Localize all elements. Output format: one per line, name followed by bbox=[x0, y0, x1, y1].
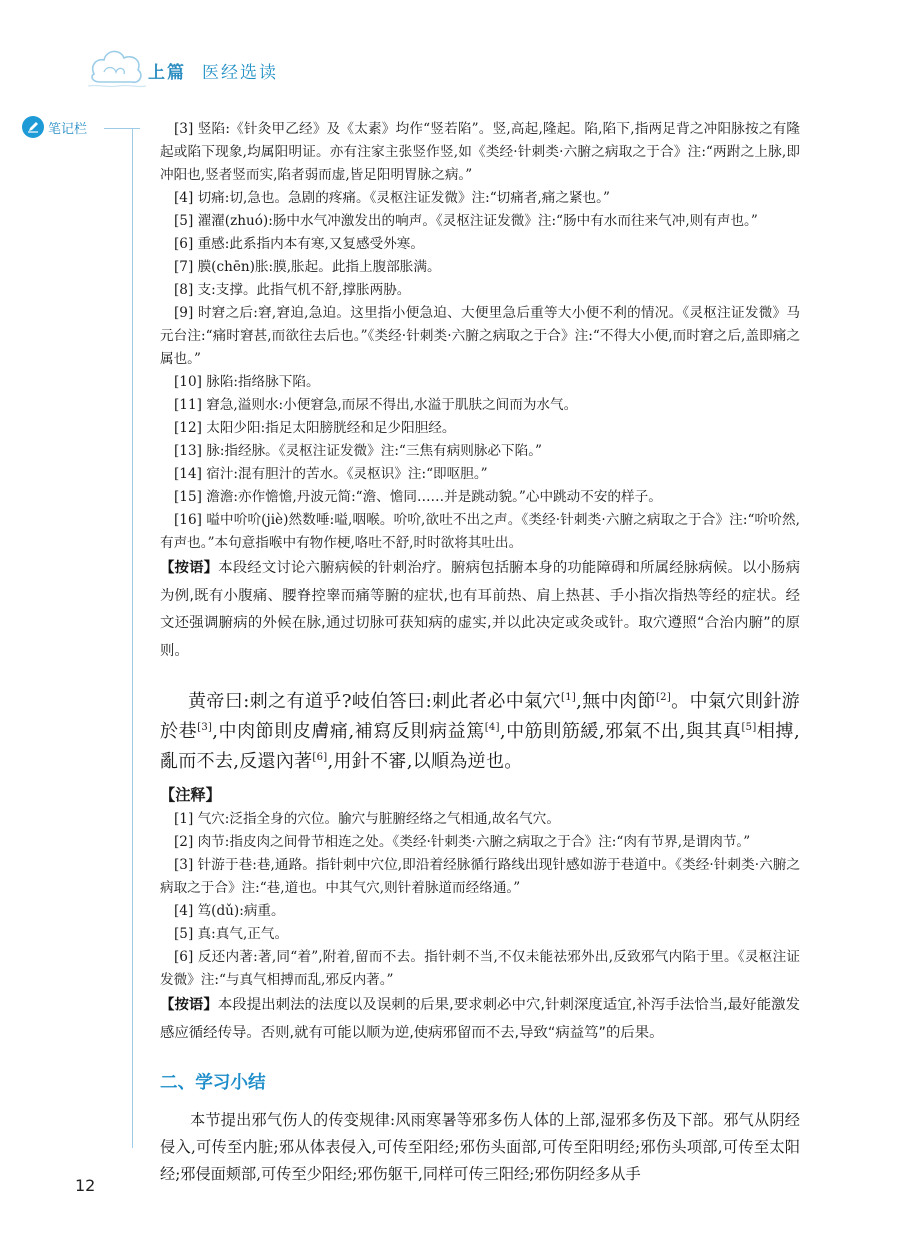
classic-segment: 。中氣穴則針游於巷 bbox=[160, 691, 800, 742]
margin-rule bbox=[132, 128, 133, 1148]
classic-segment: 黄帝曰:刺之有道乎?岐伯答曰:刺此者必中氣穴 bbox=[188, 691, 562, 712]
note-15: [15] 澹澹:亦作憺憺,丹波元简:“澹、憺同……并是跳动貌。”心中跳动不安的样子。 bbox=[174, 489, 662, 505]
footnote-marker: [3] bbox=[197, 722, 213, 733]
footnote-marker: [2] bbox=[655, 692, 672, 703]
note-14: [14] 宿汁:混有胆汁的苦水。《灵枢识》注:“即呕胆。” bbox=[174, 466, 488, 482]
page-header bbox=[0, 0, 900, 110]
classic-segment: ,中筋則筋緩,邪氣不出,與其真 bbox=[499, 721, 742, 742]
annotation-4: [4] 笃(dǔ):病重。 bbox=[174, 903, 285, 919]
note-10: [10] 脉陷:指络脉下陷。 bbox=[174, 374, 320, 390]
classic-segment: ,中肉節則皮膚痛,補寫反則病益篤 bbox=[212, 721, 485, 742]
annotation-1: [1] 气穴:泛指全身的穴位。腧穴与脏腑经络之气相通,故名气穴。 bbox=[174, 811, 560, 827]
footnote-marker: [5] bbox=[741, 722, 757, 733]
footnote-marker: [1] bbox=[561, 692, 577, 703]
classic-segment: 相搏,亂而不去,反還內著 bbox=[160, 721, 800, 772]
annotation-5: [5] 真:真气,正气。 bbox=[174, 926, 289, 942]
annotation-2: [2] 肉节:指皮肉之间骨节相连之处。《类经·针刺类·六腑之病取之于合》注:“肉有节界,是谓肉节。” bbox=[174, 834, 751, 850]
commentary-1 bbox=[160, 555, 800, 665]
note-7: [7] 膜(chēn)胀:膜,胀起。此指上腹部胀满。 bbox=[174, 259, 441, 275]
note-13: [13] 脉:指经脉。《灵枢注证发微》注:“三焦有病则脉必下陷。” bbox=[174, 443, 542, 459]
footnote-marker: [4] bbox=[484, 722, 500, 733]
classic-segment: ,用針不審,以順為逆也。 bbox=[327, 751, 523, 772]
note-6: [6] 重感:此系指内本有寒,又复感受外寒。 bbox=[174, 236, 424, 252]
note-3: [3] 竖陷:《针灸甲乙经》及《太素》均作“竖若陷”。竖,高起,隆起。陷,陷下,指两足背之冲阳脉按之有隆起或陷下现象,均属阳明证。亦有注家主张竖作竖,如《类经·针刺类·六腑之病取之于合》注:“两跗之上脉,即冲阳也,竖者竖而实,陷者弱而虚,皆足阳明胃脉之病。” bbox=[160, 121, 800, 183]
annotation-heading: 【注释】 bbox=[160, 786, 221, 804]
chapter-label: 医经选读 bbox=[202, 63, 278, 83]
footnote-marker: [6] bbox=[312, 752, 328, 763]
note-16: [16] 嗌中吤吤(jiè)然数唾:嗌,咽喉。吤吤,欲吐不出之声。《类经·针刺类·六腑之病取之于合》注:“吤吤然,有声也。”本句意指喉中有物作梗,咯吐不舒,时时欲将其吐出。 bbox=[160, 512, 800, 551]
summary-paragraph: 本节提出邪气伤人的传变规律:风雨寒暑等邪多伤人体的上部,湿邪多伤及下部。邪气从阴经侵入,可传至内脏;邪从体表侵入,可传至阳经;邪伤头面部,可传至阳明经;邪伤头项部,可传至太阳经;邪侵面颊部,可传至少阳经;邪伤躯干,同样可传三阳经;邪伤阴经多从手 bbox=[160, 1111, 800, 1183]
annotation-6: [6] 反还内著:著,同“着”,附着,留而不去。指针刺不当,不仅未能祛邪外出,反致邪气内陷于里。《灵枢注证发微》注:“与真气相搏而乱,邪反内著。” bbox=[160, 949, 800, 988]
notes-column-label: 笔记栏 bbox=[48, 121, 88, 137]
main-content bbox=[160, 118, 800, 1188]
classic-segment: ,無中肉節 bbox=[576, 691, 656, 712]
commentary-text: 本段提出刺法的法度以及误刺的后果,要求刺必中穴,针刺深度适宜,补泻手法恰当,最好能激发感应循经传导。否则,就有可能以顺为逆,使病邪留而不去,导致“病益笃”的后果。 bbox=[160, 997, 800, 1041]
section-heading: 二、学习小结 bbox=[160, 1073, 266, 1093]
note-9: [9] 时窘之后:窘,窘迫,急迫。这里指小便急迫、大便里急后重等大小便不利的情况。《灵枢注证发微》马元台注:“痛时窘甚,而欲往去后也。”《类经·针刺类·六腑之病取之于合》注:“不得大小便,而时窘之后,盖即痛之属也。” bbox=[160, 305, 800, 367]
note-8: [8] 支:支撑。此指气机不舒,撑胀两胁。 bbox=[174, 282, 411, 298]
note-11: [11] 窘急,溢则水:小便窘急,而尿不得出,水溢于肌肤之间而为水气。 bbox=[174, 397, 578, 413]
commentary-label: 【按语】 bbox=[160, 997, 218, 1013]
cloud-ornament-icon bbox=[88, 44, 146, 88]
part-label: 上篇 bbox=[148, 63, 186, 83]
page-number: 12 bbox=[75, 1176, 96, 1195]
note-5: [5] 濯濯(zhuó):肠中水气冲激发出的响声。《灵枢注证发微》注:“肠中有水而往来气冲,则有声也。” bbox=[174, 213, 758, 229]
note-12: [12] 太阳少阳:指足太阳膀胱经和足少阳胆经。 bbox=[174, 420, 456, 436]
header-title bbox=[148, 58, 278, 83]
notes-rule bbox=[22, 128, 140, 129]
commentary-label: 【按语】 bbox=[160, 560, 219, 576]
pencil-note-icon bbox=[22, 116, 44, 138]
commentary-2 bbox=[160, 992, 800, 1047]
classic-text bbox=[160, 687, 800, 777]
annotation-3: [3] 针游于巷:巷,通路。指针刺中穴位,即沿着经脉循行路线出现针感如游于巷道中。《类经·针刺类·六腑之病取之于合》注:“巷,道也。中其气穴,则针着脉道而经络通。” bbox=[160, 857, 800, 896]
commentary-text: 本段经文讨论六腑病候的针刺治疗。腑病包括腑本身的功能障碍和所属经脉病候。以小肠病为例,既有小腹痛、腰脊控睾而痛等腑的症状,也有耳前热、肩上热甚、手小指次指热等经的症状。经文还强调腑病的外候在脉,通过切脉可获知病的虚实,并以此决定或灸或针。取穴遵照“合治内腑”的原则。 bbox=[160, 560, 800, 659]
notes-column-badge bbox=[22, 116, 87, 138]
note-4: [4] 切痛:切,急也。急剧的疼痛。《灵枢注证发微》注:“切痛者,痛之紧也。” bbox=[174, 190, 610, 206]
